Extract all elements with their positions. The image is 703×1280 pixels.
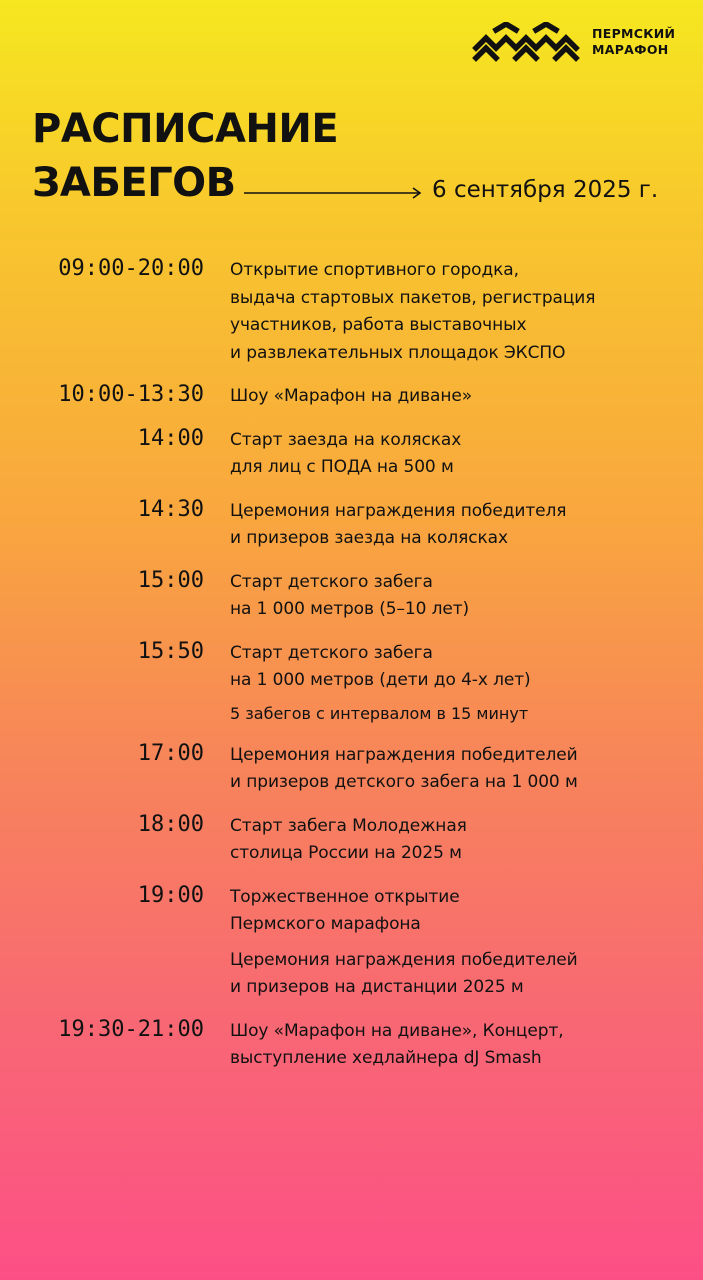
- description-line: Открытие спортивного городка,: [230, 260, 519, 280]
- schedule-time: 15:50: [137, 638, 204, 664]
- schedule-time: 17:00: [137, 740, 204, 766]
- schedule-item: [0, 383, 703, 411]
- description-line: участников, работа выставочных: [230, 315, 527, 335]
- description-line: Церемония награждения победителей: [230, 744, 578, 765]
- schedule-description: [230, 1018, 675, 1073]
- schedule-time: 19:30-21:00: [58, 1016, 204, 1042]
- page-title-line1: РАСПИСАНИЕ: [32, 106, 339, 152]
- description-line: и призеров заезда на колясках: [230, 528, 508, 548]
- schedule-description: [230, 640, 675, 726]
- schedule-list: [0, 257, 703, 1089]
- schedule-item: [0, 1018, 703, 1073]
- schedule-item: [0, 427, 703, 482]
- brand-name: [592, 26, 675, 58]
- brand-name-line1: ПЕРМСКИЙ: [592, 26, 676, 41]
- description-line: на 1 000 метров (дети до 4-х лет): [230, 670, 531, 690]
- schedule-time: 18:00: [137, 811, 204, 837]
- description-line: Пермского марафона: [230, 914, 421, 934]
- description-line: на 1 000 метров (5–10 лет): [230, 599, 470, 619]
- schedule-description: [230, 427, 675, 482]
- schedule-time: 15:00: [137, 567, 204, 593]
- event-date: 6 сентября 2025 г.: [432, 177, 659, 203]
- schedule-sub-description: [230, 947, 675, 1002]
- schedule-item: [0, 884, 703, 1002]
- description-line: и призеров на дистанции 2025 м: [230, 977, 524, 997]
- description-line: Торжественное открытие: [230, 886, 460, 907]
- arrow-right-icon: [244, 187, 424, 199]
- description-line: для лиц с ПОДА на 500 м: [230, 457, 454, 477]
- brand-name-line2: МАРАФОН: [592, 42, 669, 57]
- description-line: Шоу «Марафон на диване»: [230, 386, 473, 406]
- schedule-item: [0, 569, 703, 624]
- description-line: и развлекательных площадок ЭКСПО: [230, 342, 566, 363]
- schedule-item: [0, 257, 703, 367]
- schedule-description: [230, 884, 675, 1002]
- description-line: выступление хедлайнера dJ Smash: [230, 1048, 542, 1068]
- schedule-time: 09:00-20:00: [58, 256, 204, 281]
- schedule-description: [230, 813, 675, 868]
- zigzag-logo-icon: [472, 22, 580, 62]
- schedule-time: 14:30: [137, 496, 204, 522]
- description-line: и призеров детского забега на 1 000 м: [230, 772, 578, 792]
- description-line: Церемония награждения победителя: [230, 500, 567, 521]
- schedule-item: [0, 640, 703, 726]
- description-line: Старт забега Молодежная: [230, 815, 467, 836]
- description-line: Старт детского забега: [230, 571, 433, 592]
- schedule-item: [0, 498, 703, 553]
- description-line: Шоу «Марафон на диване», Концерт,: [230, 1020, 564, 1041]
- schedule-note: 5 забегов с интервалом в 15 минут: [230, 703, 529, 723]
- schedule-item: [0, 742, 703, 797]
- description-line: Церемония награждения победителей: [230, 949, 578, 970]
- schedule-time: 10:00-13:30: [58, 382, 204, 407]
- schedule-description: [230, 498, 675, 553]
- description-line: Старт детского забега: [230, 642, 433, 663]
- schedule-description: [230, 383, 675, 411]
- schedule-item: [0, 813, 703, 868]
- schedule-description: [230, 742, 675, 797]
- schedule-description: [230, 257, 675, 367]
- description-line: Старт заезда на колясках: [230, 429, 462, 450]
- description-line: столица России на 2025 м: [230, 843, 462, 863]
- description-line: выдача стартовых пакетов, регистрация: [230, 287, 596, 308]
- schedule-description: [230, 569, 675, 624]
- brand-logo: [472, 22, 675, 62]
- page-title-line2: ЗАБЕГОВ: [32, 160, 236, 206]
- schedule-time: 19:00: [137, 882, 204, 908]
- schedule-time: 14:00: [137, 425, 204, 451]
